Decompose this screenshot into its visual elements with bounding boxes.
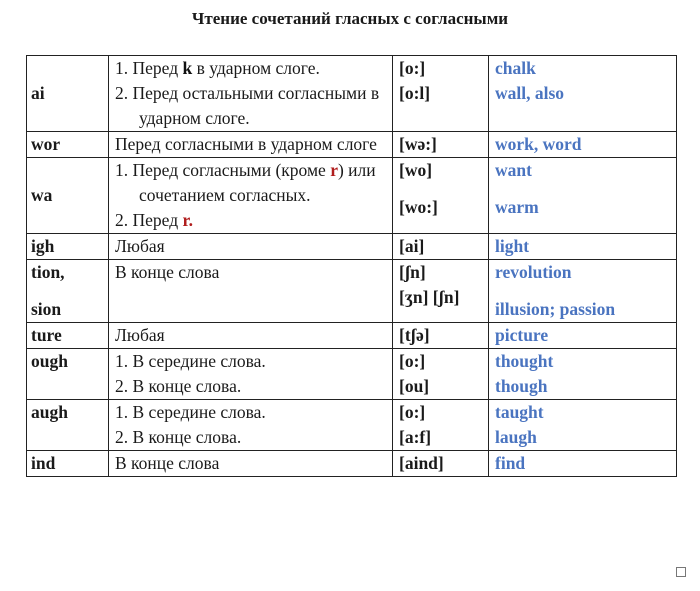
transcription-cell: [tʃə] (393, 323, 489, 349)
table-row-ough (27, 349, 677, 400)
transcription-cell: [ʃn] [ʒn] [ʃn] (393, 260, 489, 323)
table-row-ind (27, 451, 677, 477)
transcription-cell: [wə:] (393, 132, 489, 158)
rule-cell (109, 158, 393, 234)
example-cell: chalk wall, also (489, 56, 677, 132)
rules-table (26, 55, 677, 477)
table-row-tion (27, 260, 677, 323)
transcription-cell: [wo] [wo:] (393, 158, 489, 234)
rule-cell: Любая (109, 234, 393, 260)
combo-cell: ai (27, 56, 109, 132)
rule-cell: Перед согласными в ударном слоге (109, 132, 393, 158)
rule-item: 2. Перед остальными согласными в ударном слоге. (115, 83, 380, 128)
rule-cell: 1. В середине слова. 2. В конце слова. (109, 349, 393, 400)
rule-item: 2. Перед r. (115, 210, 194, 230)
table-row-igh (27, 234, 677, 260)
combo-cell: ture (27, 323, 109, 349)
rule-cell: В конце слова (109, 451, 393, 477)
example-cell: work, word (489, 132, 677, 158)
rule-cell: 1. В середине слова. 2. В конце слова. (109, 400, 393, 451)
example-cell: want warm (489, 158, 677, 234)
table-row-wa (27, 158, 677, 234)
combo-cell: wor (27, 132, 109, 158)
transcription-cell: [ai] (393, 234, 489, 260)
combo-cell: wa (27, 158, 109, 234)
table-row-augh (27, 400, 677, 451)
rule-cell (109, 56, 393, 132)
transcription-cell: [aind] (393, 451, 489, 477)
example-cell: find (489, 451, 677, 477)
table-row-ai (27, 56, 677, 132)
table-row-ture (27, 323, 677, 349)
transcription-cell: [o:] [o:l] (393, 56, 489, 132)
table-resize-handle[interactable] (676, 567, 686, 577)
page-title: Чтение сочетаний гласных с согласными (191, 9, 509, 28)
combo-cell: ind (27, 451, 109, 477)
transcription-cell: [o:] [ou] (393, 349, 489, 400)
combo-cell: ough (27, 349, 109, 400)
example-cell: taught laugh (489, 400, 677, 451)
rule-item: 1. Перед согласными (кроме r) или сочетанием согласных. (115, 160, 376, 205)
combo-cell: tion, sion (27, 260, 109, 323)
transcription-cell: [o:] [a:f] (393, 400, 489, 451)
example-cell: picture (489, 323, 677, 349)
rule-cell: Любая (109, 323, 393, 349)
table-row-wor (27, 132, 677, 158)
example-cell: revolution illusion; passion (489, 260, 677, 323)
rule-item: 1. Перед k в ударном слоге. (115, 58, 320, 78)
example-cell: thought though (489, 349, 677, 400)
combo-cell: igh (27, 234, 109, 260)
combo-cell: augh (27, 400, 109, 451)
example-cell: light (489, 234, 677, 260)
rule-cell: В конце слова (109, 260, 393, 323)
